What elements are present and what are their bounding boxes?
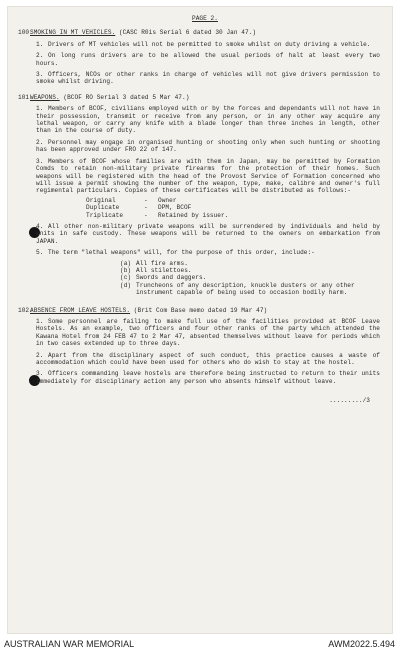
section-102: [18, 306, 380, 386]
document-body: [18, 15, 380, 405]
list-item: (a) All fire arms.: [120, 259, 188, 267]
page-label: PAGE 2.: [192, 15, 218, 22]
document-page: [7, 6, 393, 634]
caption-bar: [0, 634, 400, 653]
section-101: [18, 93, 380, 297]
section-title: ABSENCE FROM LEAVE HOSTELS. (Brit Com Base memo dated 19 Mar 47): [30, 306, 268, 314]
section-100: [18, 29, 380, 86]
paragraph: 2. Apart from the disciplinary aspect of such conduct, this practice causes a waste of accommodation which could have been used for others who do wish to stay at the hostel.: [36, 351, 380, 367]
section-number: 101.: [18, 93, 33, 101]
paragraph: 1. Drivers of MT vehicles will not be permitted to smoke whilst on duty driving a vehicle.: [36, 40, 371, 48]
copy-row: Duplicate - DPM, BCOF: [86, 204, 192, 212]
paragraph: 5. The term "lethal weapons" will, for the purpose of this order, include:-: [36, 249, 315, 257]
section-title: SMOKING IN MT VEHICLES. (CASC R0is Serial 6 dated 30 Jan 47.): [30, 29, 257, 37]
list-item: (d) Truncheons of any description, knuckle dusters or any other instrument capable of being used to occasion bodily harm.: [120, 281, 355, 297]
list-item: (c) Swords and daggers.: [120, 274, 207, 282]
copies-list: [86, 197, 380, 219]
paragraph: 3. Officers commanding leave hostels are therefore being instructed to return to their units immediately for disciplinary action any person who absents himself without leave.: [36, 370, 380, 385]
continuation-marker: ........./3: [329, 397, 370, 405]
institution-label: AUSTRALIAN WAR MEMORIAL: [4, 639, 135, 649]
paragraph: 3. Officers, NCOs or other ranks in charge of vehicles will not give drivers permission to smoke whilst driving.: [36, 71, 380, 86]
paragraph: 1. Some personnel are failing to make full use of the facilities provided at BCOF Leave Hostels. As an example, two officers and four other ranks of the party which attended the Kawana Hotel from 24 FEB 47 to 2 Mar 47, absented themselves without leave for periods which in two cases extended up to three days.: [36, 318, 380, 348]
paragraph: 4. All other non-military private weapons will be surrendered by individuals and held by units in safe custody. These weapons will be returned to the owners on embarkation from JAPAN.: [36, 222, 380, 245]
copy-row: Triplicate - Retained by issuer.: [86, 211, 229, 219]
list-item: (b) All stilettoes.: [120, 266, 192, 274]
section-number: 100.: [18, 29, 33, 37]
copy-row: Original - Owner: [86, 196, 177, 204]
section-number: 102.: [18, 306, 33, 314]
paragraph: 2. Personnel may engage in organised hunting or shooting only when such hunting or shooting has been approved under FRO 22 of 147.: [36, 138, 380, 154]
paragraph: 1. Members of BCOF, civilians employed with or by the forces and dependants will not have in their possession, transmit or receive from any person, or in any other way acquire any lethal weapon, or carry any knife with a blade longer than three inches in length, other than in the course of duty.: [36, 105, 380, 135]
paragraph: 3. Members of BCOF whose families are with them in Japan, may be permitted by Formation Comds to retain non-military private firearms for the protection of their homes. Such weapons will be registered with the head of the Provost Service of Formation concerned who will issue a permit showing the number of the weapon, type, make, calibre and owner's full regimental particulars. Copies of these certificates will be distributed as follows:-: [36, 157, 380, 195]
weapon-types-list: [120, 260, 380, 297]
accession-number: AWM2022.5.494: [328, 639, 395, 649]
section-title: WEAPONS. (BCOF RO Serial 3 dated 5 Mar 47.): [30, 93, 190, 101]
paragraph: 2. On long runs drivers are to be allowed the usual periods of halt at least every two hours.: [36, 52, 380, 67]
